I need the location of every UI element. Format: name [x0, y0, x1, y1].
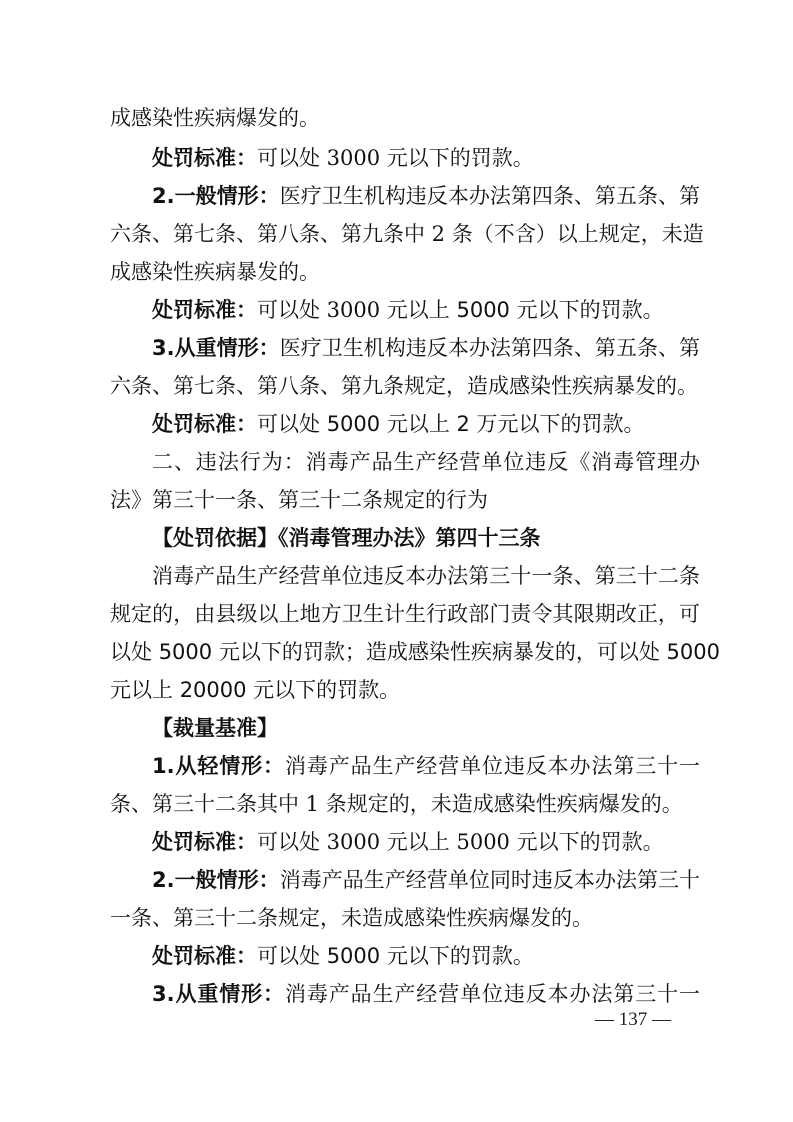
text-line	[110, 786, 700, 822]
penalty-standard-text: 可以处 3000 元以上 5000 元以下的罚款。	[257, 830, 664, 854]
amount-number: 5000	[326, 412, 381, 436]
paragraph-text: 六条、第七条、第八条、第九条规定，造成感染性疾病暴发的。	[110, 374, 698, 398]
case-label: 3.从重情形：	[152, 336, 280, 360]
penalty-standard-text: 元以下的罚款。	[509, 298, 664, 322]
discretion-heading-line	[152, 710, 700, 746]
paragraph-text: 元以上	[110, 678, 180, 702]
paragraph-text: 元以下的罚款；造成感染性疾病暴发的，可以处	[212, 640, 667, 664]
paragraph-text: 六条、第七条、第八条、第九条中 2 条（不含）以上规定，未造	[110, 222, 704, 246]
amount-number: 20000	[179, 678, 247, 702]
paragraph-text: 元以下的罚款。	[246, 678, 401, 702]
text-line	[110, 672, 700, 708]
penalty-standard-line	[152, 292, 700, 328]
paragraph-text: 成感染性疾病爆发的。	[110, 106, 320, 130]
case-text: 医疗卫生机构违反本办法第四条、第五条、第	[279, 336, 700, 360]
case-line	[152, 178, 700, 214]
paragraph-text: 消毒产品生产经营单位违反本办法第三十一条、第三十二条	[152, 564, 700, 588]
text-line	[110, 634, 720, 670]
paragraph-text: 一条、第三十二条规定，未造成感染性疾病爆发的。	[110, 906, 593, 930]
text-line	[152, 558, 700, 594]
text-line	[110, 254, 700, 290]
case-label: 3.从重情形：	[152, 982, 285, 1006]
amount-number: 2	[456, 412, 470, 436]
penalty-standard-line	[152, 824, 700, 860]
penalty-standard-label: 处罚标准：	[152, 298, 257, 322]
case-label: 2.一般情形：	[152, 868, 280, 892]
section-heading: 二、违法行为：消毒产品生产经营单位违反《消毒管理办	[152, 450, 700, 474]
section-heading-line	[152, 444, 700, 480]
case-line	[152, 748, 700, 784]
page-number: — 137 —	[595, 1009, 671, 1030]
penalty-standard-text: 元以下的罚款。	[380, 944, 534, 968]
paragraph-text: 成感染性疾病暴发的。	[110, 260, 320, 284]
paragraph-text: 以处	[110, 640, 159, 664]
basis-heading-line	[152, 520, 700, 556]
penalty-standard-line	[152, 938, 700, 974]
paragraph-text: 条、第三十二条其中 1 条规定的，未造成感染性疾病爆发的。	[110, 792, 683, 816]
text-line	[110, 216, 704, 252]
text-line	[110, 482, 700, 518]
amount-number: 5000	[456, 298, 510, 322]
penalty-basis-heading: 【处罚依据】《消毒管理办法》第四十三条	[152, 526, 541, 550]
case-line	[152, 330, 700, 366]
text-line	[110, 900, 700, 936]
penalty-standard-text: 可以处 3000 元以下的罚款。	[257, 146, 534, 170]
penalty-standard-text: 可以处	[257, 412, 327, 436]
section-heading-cont: 法》第三十一条、第三十二条规定的行为	[110, 488, 488, 512]
penalty-standard-label: 处罚标准：	[152, 944, 257, 968]
case-text: 消毒产品生产经营单位违反本办法第三十一	[284, 754, 701, 778]
text-line	[110, 100, 700, 136]
penalty-standard-label: 处罚标准：	[152, 412, 257, 436]
case-label: 1.从轻情形：	[152, 754, 285, 778]
case-text: 消毒产品生产经营单位违反本办法第三十一	[284, 982, 701, 1006]
penalty-standard-label: 处罚标准：	[152, 146, 257, 170]
penalty-standard-line	[152, 406, 700, 442]
penalty-standard-line	[152, 140, 700, 176]
amount-number: 5000	[326, 944, 381, 968]
case-line	[152, 862, 700, 898]
discretion-heading: 【裁量基准】	[152, 716, 278, 740]
amount-number: 5000	[158, 640, 213, 664]
penalty-standard-text: 元以上	[380, 412, 457, 436]
text-line	[110, 368, 700, 404]
case-label: 2.一般情形：	[152, 184, 280, 208]
paragraph-text: 规定的，由县级以上地方卫生计生行政部门责令其限期改正，可	[110, 602, 700, 626]
text-line	[110, 596, 700, 632]
penalty-standard-text: 万元以下的罚款。	[469, 412, 645, 436]
case-text: 医疗卫生机构违反本办法第四条、第五条、第	[279, 184, 700, 208]
penalty-standard-text: 可以处 3000 元以上	[257, 298, 457, 322]
amount-number: 5000	[666, 640, 720, 664]
penalty-standard-label: 处罚标准：	[152, 830, 257, 854]
penalty-standard-text: 可以处	[257, 944, 327, 968]
case-text: 消毒产品生产经营单位同时违反本办法第三十	[279, 868, 700, 892]
